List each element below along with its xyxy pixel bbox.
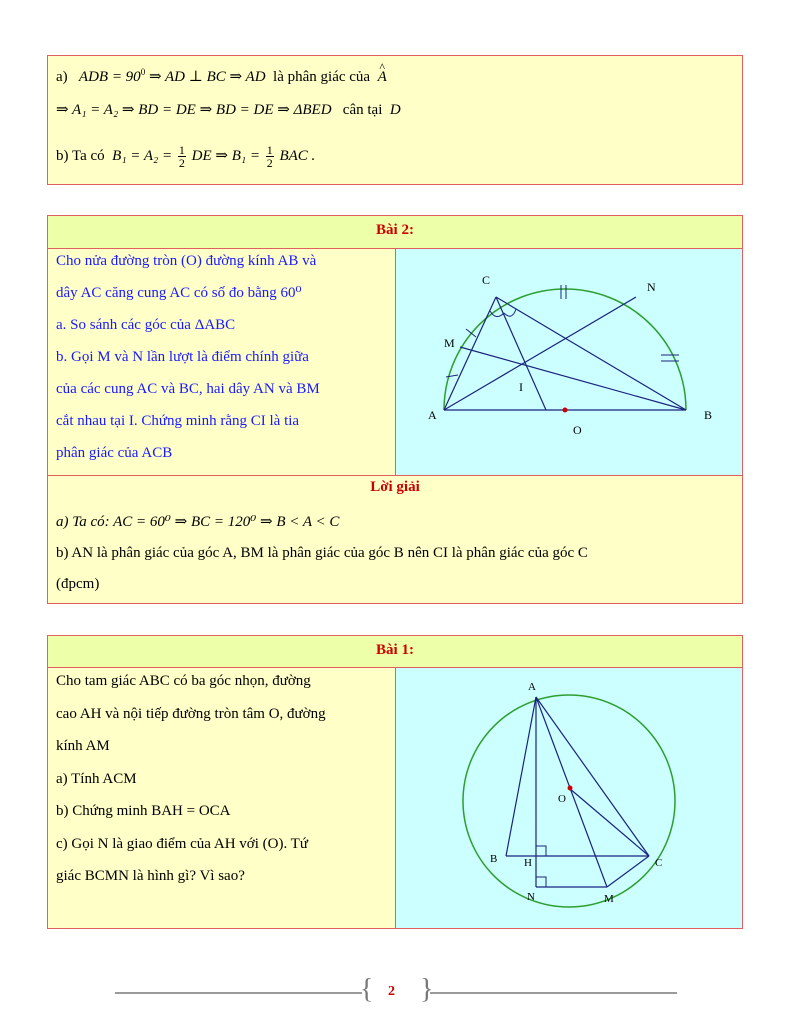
bai1-problem-line-2: cao AH và nội tiếp đường tròn tâm O, đường: [56, 705, 326, 722]
bai1-problem-line-7: giác BCMN là hình gì? Vì sao?: [56, 868, 245, 884]
bai2-problem-line-5: của các cung AC và BC, hai dây AN và BM: [56, 381, 320, 397]
label-o: O: [573, 423, 582, 437]
eq-de: DE ⇒ B₁ =: [191, 147, 260, 164]
bai2-problem-line-2: dây AC căng cung AC có số đo bằng 60⁰: [56, 285, 302, 301]
footer-rule-left: [115, 992, 362, 994]
diameter-am: [536, 697, 607, 887]
chord-cb: [496, 297, 686, 410]
chord-bm: [460, 347, 686, 410]
bai2-problem-line-3: a. So sánh các góc của ΔABC: [56, 317, 236, 333]
side-ac: [536, 697, 649, 856]
tick-arc-ac-2: [446, 375, 458, 377]
bai1-circle-figure: [396, 668, 742, 928]
circumcircle-o: [463, 695, 675, 907]
text-phan-giac: là phân giác của: [273, 69, 371, 85]
eq-b1: B₁ = A₂ =: [112, 147, 173, 164]
bai1-problem: [56, 665, 389, 893]
angle-mark-c1: [490, 311, 504, 317]
label-n: N: [647, 280, 656, 294]
bai2-solution-a: a) Ta có: AC = 60⁰ ⇒ BC = 120⁰ ⇒ B < A < C: [56, 514, 340, 530]
label-m: M: [444, 336, 455, 350]
bai2-problem: [56, 245, 389, 469]
label-h: H: [524, 857, 532, 869]
footer-bracket-left: {: [360, 974, 374, 1005]
bai1-problem-line-1: Cho tam giác ABC có ba góc nhọn, đường: [56, 673, 311, 689]
label-b: B: [490, 853, 498, 865]
solution-line-3: [56, 144, 315, 169]
text-ta-co: b) Ta có: [56, 147, 105, 164]
bai2-problem-line-4: b. Gọi M và N lần lượt là điểm chính giữa: [56, 349, 309, 365]
eq-chain: ⇒ A₁ = A₂ ⇒ BD = DE ⇒ BD = DE ⇒ ΔBED: [56, 102, 332, 118]
footer-rule-right: [430, 992, 677, 994]
bai1-problem-line-4: a) Tính ACM: [56, 770, 137, 787]
bai2-title: Bài 2:: [376, 222, 414, 238]
label-b: B: [704, 408, 713, 422]
center-point-o: [568, 786, 573, 791]
semicircle-arc: [444, 289, 686, 410]
bai2-semicircle-figure: [396, 249, 742, 475]
bai2-solution-b: b) AN là phân giác của góc A, BM là phân giác của góc B nên CI là phân giác của góc C: [56, 545, 588, 561]
eq-ad-perp: ⇒ AD ⊥ BC ⇒ AD: [148, 69, 266, 85]
label-a: A: [428, 408, 437, 422]
prefix-a: a): [56, 69, 68, 85]
bai1-problem-line-6: c) Gọi N là giao điểm của AH với (O). Tứ: [56, 835, 308, 852]
eq-bac: BAC .: [279, 147, 316, 164]
label-a: A: [528, 681, 536, 693]
text-can-tai: cân tại: [342, 102, 383, 118]
bai2-header: [48, 216, 742, 248]
bai1-header: [48, 636, 742, 667]
label-m: M: [604, 893, 614, 905]
eq-adb: ADB = 90: [78, 69, 141, 85]
label-n: N: [527, 891, 535, 903]
point-d: D: [389, 102, 401, 118]
bai1-problem-line-5: b) Chứng minh BAH = OCA: [56, 803, 231, 819]
right-angle-h: [536, 846, 546, 856]
label-o: O: [558, 793, 566, 805]
fraction-half-2: $\frac{1}{2}$: [266, 143, 273, 170]
bai1-title: Bài 1:: [376, 642, 414, 658]
page-number: 2: [388, 984, 395, 999]
solution-line-1: a) ADB = $90^0$ ⇒ AD ⊥ BC ⇒ AD là phân giác của ^ A: [56, 62, 387, 87]
angle-a: ^ A: [378, 67, 387, 87]
side-ab: [506, 697, 536, 856]
label-i: I: [519, 380, 523, 394]
center-point-o: [563, 408, 568, 413]
label-c: C: [655, 857, 663, 869]
right-angle-n: [536, 877, 546, 887]
solution-title: Lời giải: [370, 479, 420, 495]
bai1-problem-line-3: kính AM: [56, 738, 110, 754]
footer-bracket-right: }: [420, 974, 434, 1005]
chord-ac: [444, 297, 496, 410]
bai2-problem-line-6: cắt nhau tại I. Chứng minh rằng CI là tia: [56, 413, 300, 429]
bai2-problem-line-1: Cho nửa đường tròn (O) đường kính AB và: [56, 253, 317, 269]
segment-oc: [569, 788, 649, 856]
solution-box-previous: [47, 55, 743, 185]
angle-mark-c2: [504, 309, 516, 316]
label-c: C: [482, 273, 491, 287]
solution-line-2: [56, 100, 401, 120]
exercise-box-bai1: [47, 635, 743, 929]
bai2-problem-line-7: phân giác của ACB: [56, 445, 173, 461]
chord-an: [444, 297, 636, 410]
bai2-solution-c: (đpcm): [56, 576, 100, 592]
fraction-half: $\frac{1}{2}$: [178, 143, 185, 170]
segment-mc: [607, 856, 649, 887]
exercise-box-bai2: [47, 215, 743, 604]
